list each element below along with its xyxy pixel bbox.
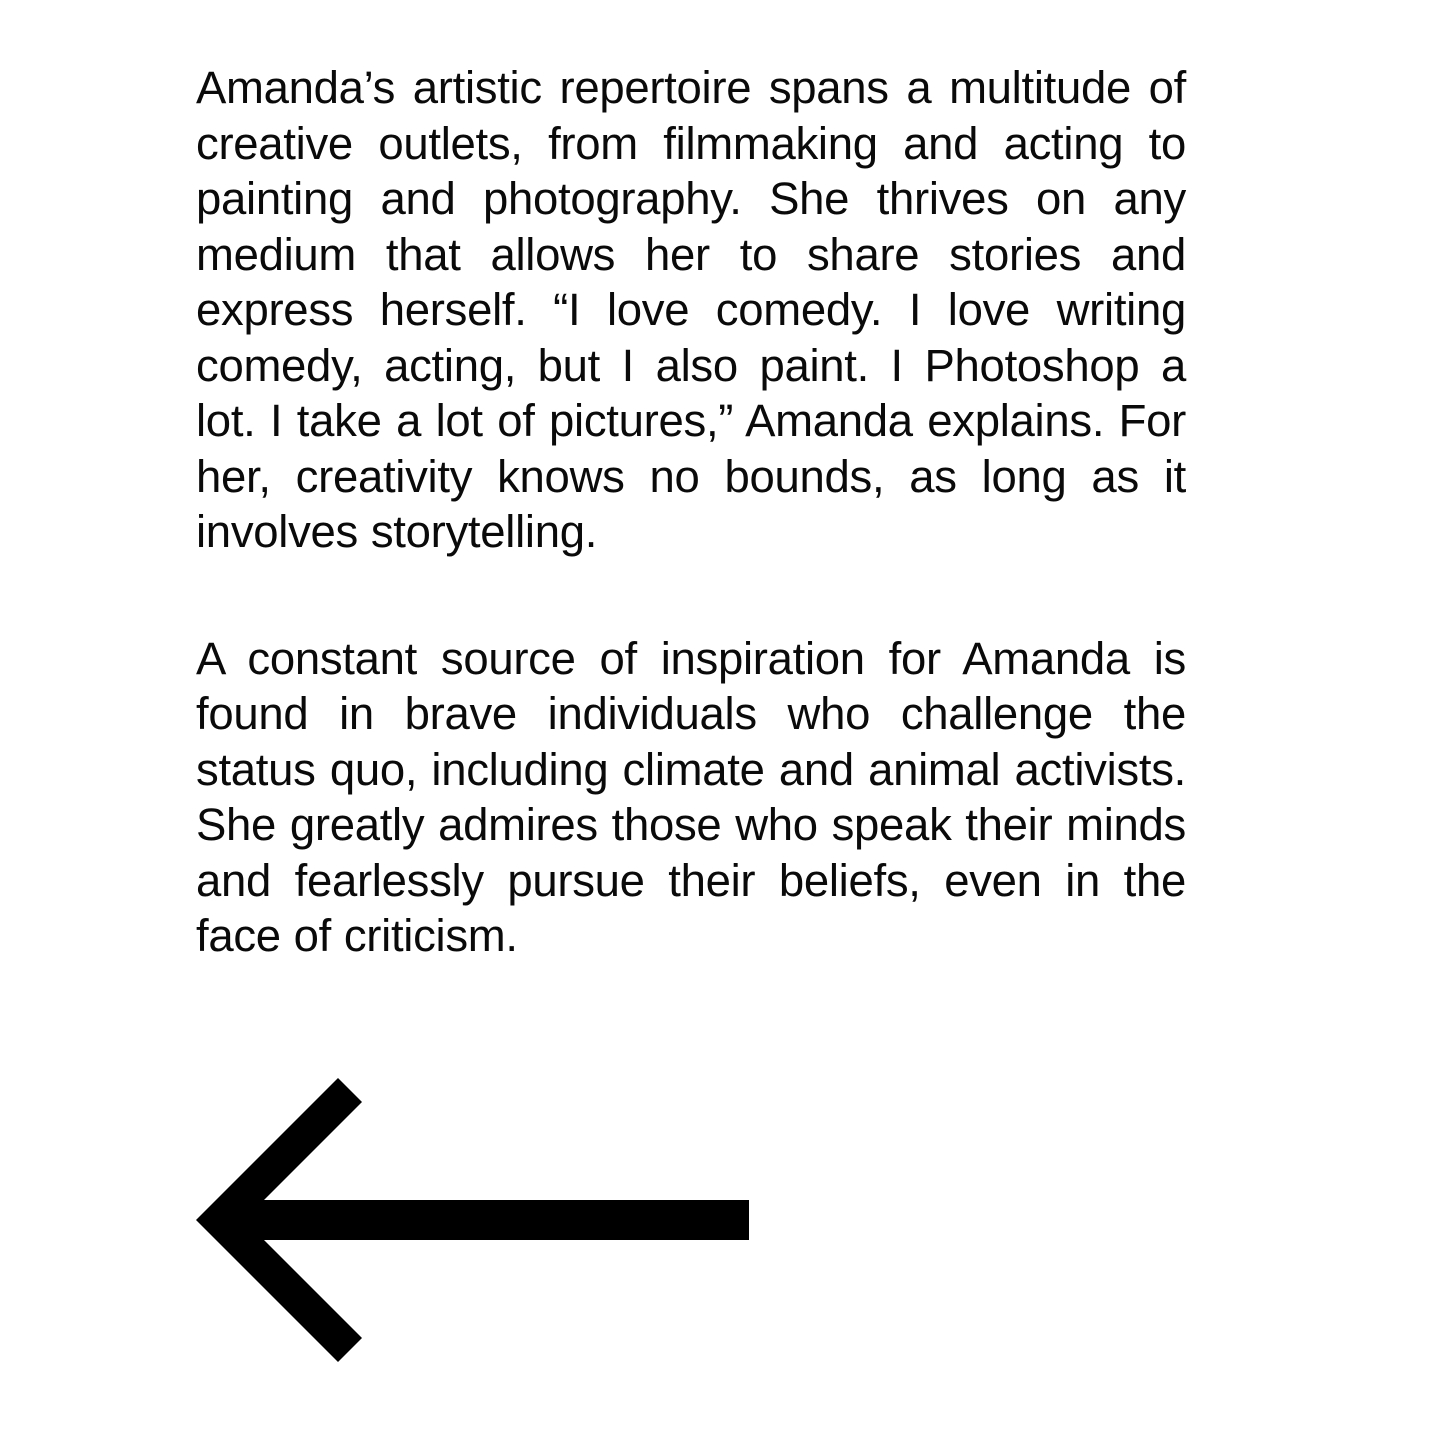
article-body	[196, 60, 1186, 964]
paragraph-1: Amanda’s artistic repertoire spans a multitude of creative outlets, from filmmaking and acting to painting and photography. She thrives on any medium that allows her to share stories and express herself. “I love comedy. I love writing comedy, acting, but I also paint. I Photoshop a lot. I take a lot of pictures,” Amanda explains. For her, creativity knows no bounds, as long as it involves storytelling.	[196, 62, 1186, 557]
paragraph-2: A constant source of inspiration for Amanda is found in brave individuals who challenge the status quo, including climate and animal activists. She greatly admires those who speak their minds and fearlessly pursue their beliefs, even in the face of criticism.	[196, 632, 1186, 961]
back-navigation-button[interactable]	[196, 1070, 756, 1370]
arrow-left-icon[interactable]	[196, 1070, 756, 1370]
